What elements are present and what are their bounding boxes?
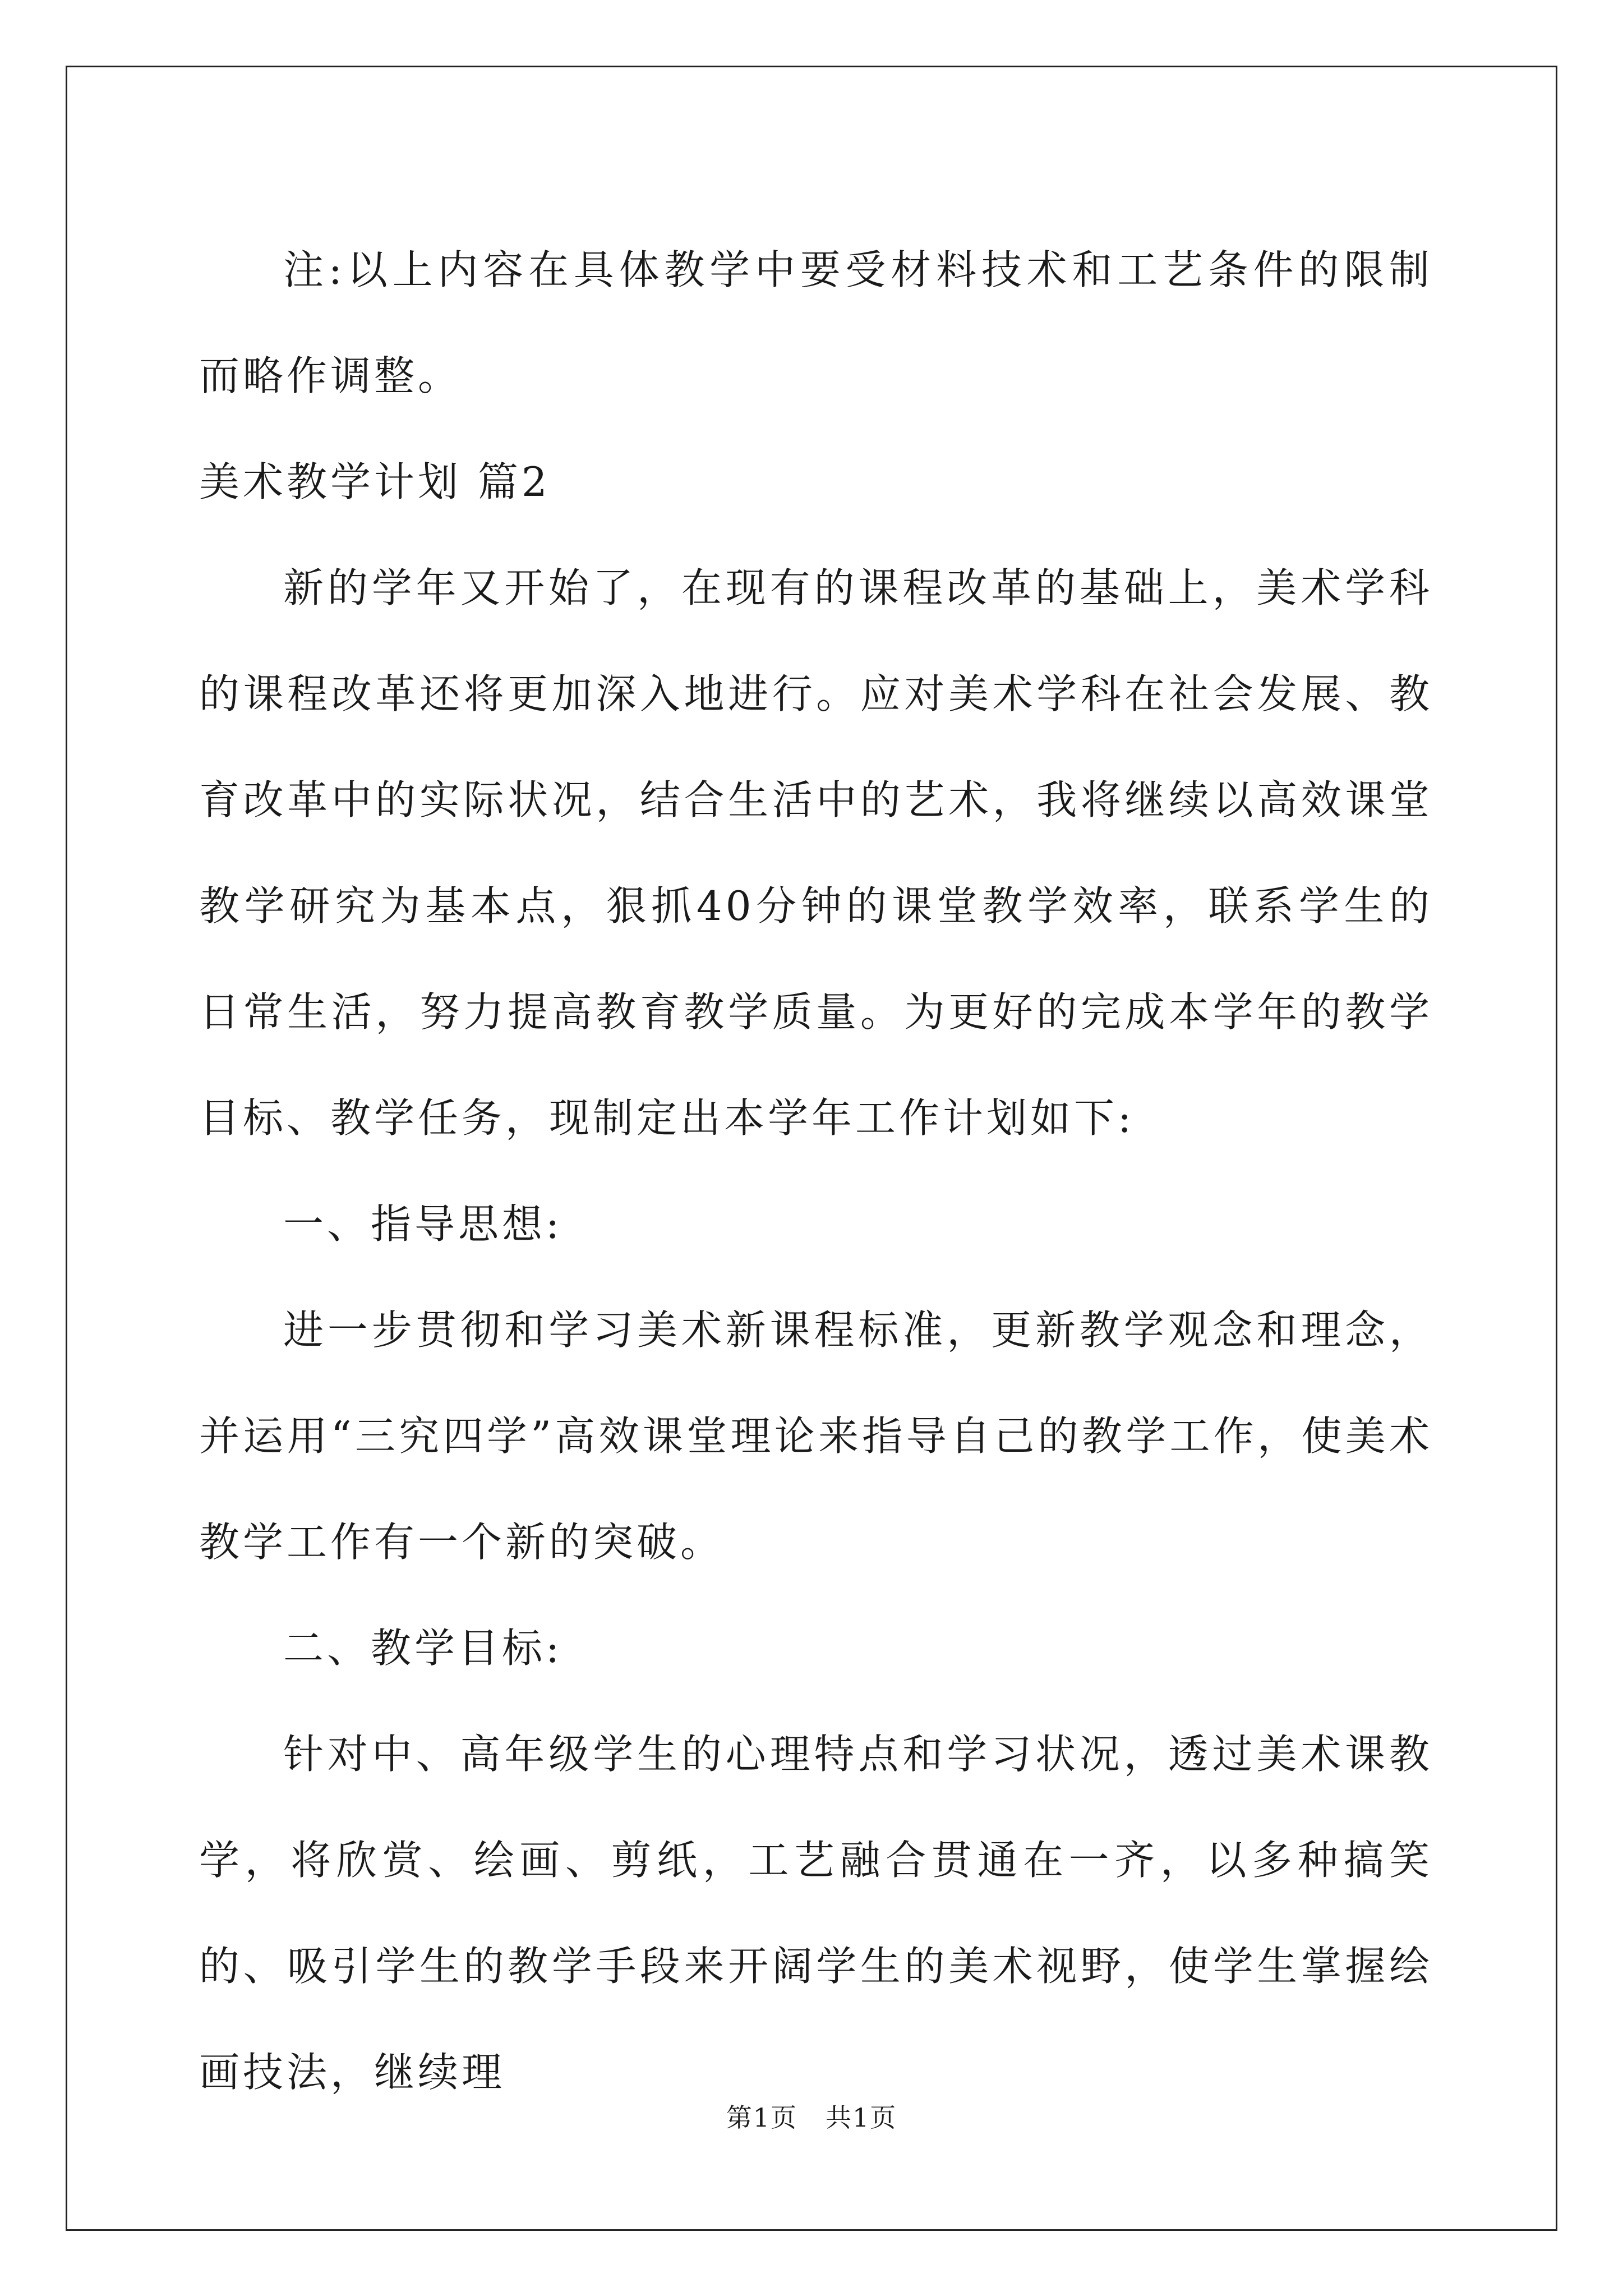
paragraph-guiding-thought: 进一步贯彻和学习美术新课程标准，更新教学观念和理念，并运用“三究四学”高效课堂理论来指导自己的教学工作，使美术教学工作有一个新的突破。 xyxy=(199,1306,1433,1566)
paragraph-teaching-goals: 针对中、高年级学生的心理特点和学习状况，透过美术课教学，将欣赏、绘画、剪纸，工艺融合贯通在一齐，以多种搞笑的、吸引学生的教学手段来开阔学生的美术视野，使学生掌握绘画技法，继续理 xyxy=(199,1731,1433,2096)
page-footer xyxy=(0,2101,1623,2134)
page-number-total: 共1页 xyxy=(826,2102,897,2133)
section-heading: 美术教学计划 篇2 xyxy=(199,458,551,505)
paragraph-intro: 新的学年又开始了，在现有的课程改革的基础上，美术学科的课程改革还将更加深入地进行。应对美术学科在社会发展、教育改革中的实际状况，结合生活中的艺术，我将继续以高效课堂教学研究为基本点，狠抓40分钟的课堂教学效率，联系学生的日常生活，努力提高教育教学质量。为更好的完成本学年的教学目标、教学任务，现制定出本学年工作计划如下: xyxy=(199,564,1433,1142)
page-number-current: 第1页 xyxy=(726,2102,797,2133)
subheading-teaching-goals: 二、教学目标: xyxy=(283,1625,563,1672)
paragraph-note: 注:以上内容在具体教学中要受材料技术和工艺条件的限制而略作调整。 xyxy=(199,246,1433,399)
document-body xyxy=(199,217,1433,2125)
subheading-guiding-thought: 一、指导思想: xyxy=(283,1200,563,1248)
